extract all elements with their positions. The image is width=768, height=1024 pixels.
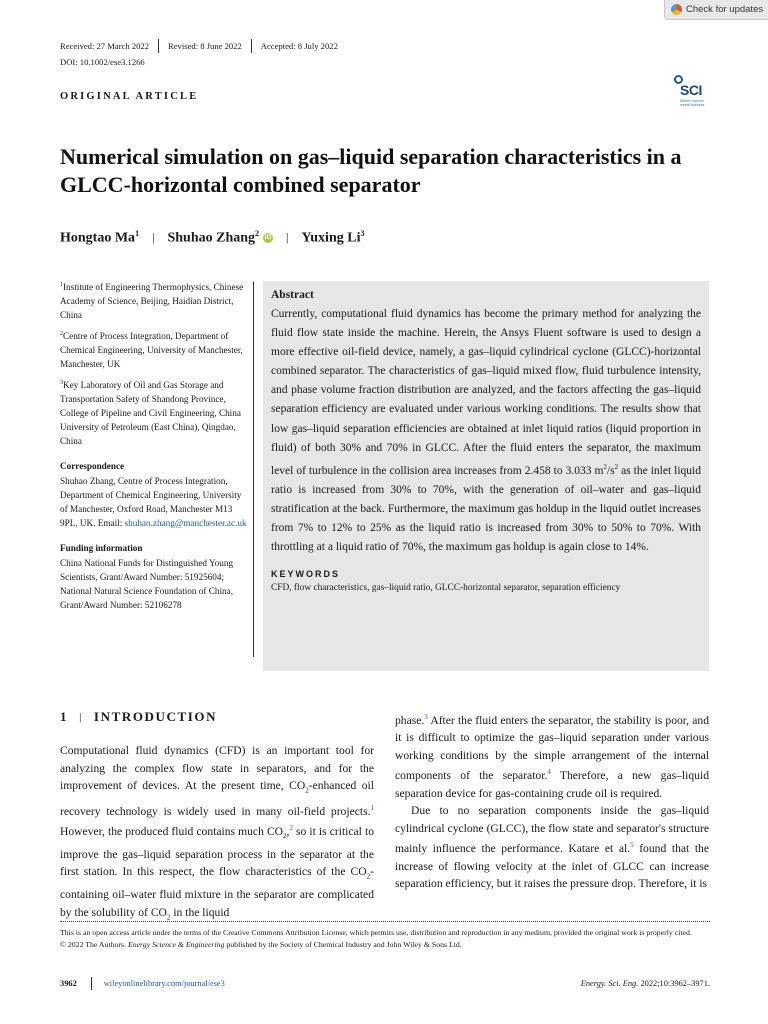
funding-text: China National Funds for Distinguished Young Scientists, Grant/Award Number: 51925604; National Natural Science Foundation of China, Grant/Award Number: 52106278 xyxy=(60,558,234,611)
reference-link[interactable]: 3 xyxy=(424,713,428,721)
check-for-updates-label: Check for updates xyxy=(686,4,764,15)
affiliation: $^1$Institute of Engineering Thermophysics, Chinese Academy of Science, Beijing, Haidian District, China xyxy=(60,282,244,321)
reference-link[interactable]: 2 xyxy=(289,824,293,833)
funding-heading: Funding information xyxy=(60,543,143,554)
keywords-heading: KEYWORDS xyxy=(271,569,341,580)
section-number: 1 xyxy=(60,709,69,724)
divider xyxy=(91,977,92,990)
article-type: ORIGINAL ARTICLE xyxy=(60,91,199,102)
dotted-divider xyxy=(60,921,710,922)
affiliation: $^3$Key Laboratory of Oil and Gas Storage and Transportation Safety of Shandong Province, College of Pipeline and Civil Engineering, China University of Petroleum (East China), Qingdao, China xyxy=(60,380,241,447)
page-footer xyxy=(60,977,710,990)
article-title: Numerical simulation on gas–liquid separation characteristics in a GLCC-horizontal combined separator xyxy=(60,144,682,197)
body-text-left-column: Computational fluid dynamics (CFD) is an important tool for analyzing the complex flow state in separators, and for the improvement of devices. At the present time, $CO_2$-enhanced oil recovery technology is widely used in many oil-field projects.$^1$ However, the produced fluid contains much $CO_2,^2$ so it is critical to improve the gas–liquid separation process in the separator at the first station. In this respect, the flow characteristics of the $CO_2$-containing oil–water fluid mixture in the separator are complicated by the solubility of $CO_2$ in the liquid xyxy=(60,744,374,921)
sci-logo xyxy=(672,75,714,111)
citation: Energy. Sci. Eng. 2022;10:3962–3971. xyxy=(580,979,710,988)
abstract-heading: Abstract xyxy=(271,289,314,301)
doi[interactable]: DOI: 10.1002/ese3.1266 xyxy=(60,57,145,67)
author-name[interactable]: Shuhao Zhang$^2$ xyxy=(167,229,260,246)
body-text-right-column: phase.$^3$ After the fluid enters the separator, the stability is poor, and it is difficult to optimize the gas–liquid separation under various working conditions by the simple arrangement of the internal components of the separator.$^4$ Therefore, a new gas–liquid separation device for gas-containing crude oil is required. Due to no separation components inside the gas–liquid cylindrical cyclone (GLCC), the flow state and separator's structure mainly influence the performance. Katare et al.$^5$ found that the increase of flowing velocity at the inlet of GLCC can increase separation efficiency, but it raises the pressure drop. Therefore, it is xyxy=(395,709,709,893)
author-separator: | xyxy=(286,230,289,245)
keywords-text: CFD, flow characteristics, gas–liquid ratio, GLCC-horizontal separator, separation efficiency xyxy=(271,583,621,594)
reference-link[interactable]: 1 xyxy=(370,803,374,812)
paragraph: Due to no separation components inside the gas–liquid cylindrical cyclone (GLCC), the flow state and separator's structure mainly influence the performance. Katare et al.$^5$ found that the increase of flowing velocity at the inlet of GLCC can increase separation efficiency, but it raises the pressure drop. Therefore, it is xyxy=(395,804,709,891)
revised-date: Revised: 8 June 2022 xyxy=(168,41,242,51)
accepted-date: Accepted: 8 July 2022 xyxy=(260,41,338,51)
reference-link[interactable]: 5 xyxy=(630,841,634,850)
affiliation: $^2$Centre of Process Integration, Department of Chemical Engineering, University of Manchester, Manchester, UK xyxy=(60,331,243,370)
reference-link[interactable]: 4 xyxy=(547,768,551,777)
email-link[interactable]: shuhao.zhang@manchester.ac.uk xyxy=(124,518,247,529)
author-name[interactable]: Yuxing Li$^3$ xyxy=(301,229,365,246)
article-dates xyxy=(60,39,338,53)
received-date: Received: 27 March 2022 xyxy=(60,41,150,51)
divider xyxy=(251,39,252,53)
logo-text: SCI xyxy=(680,82,702,98)
section-heading xyxy=(60,709,217,725)
check-for-updates-badge[interactable] xyxy=(664,0,768,20)
crossmark-icon xyxy=(671,4,682,15)
orcid-icon[interactable]: iD xyxy=(264,234,272,242)
author-list xyxy=(60,229,364,247)
correspondence-text: Shuhao Zhang, Centre of Process Integration, Department of Chemical Engineering, University of Manchester, Oxford Road, Manchester M13 9PL, UK. Email: shuhao.zhang@manchester.ac.uk xyxy=(60,476,247,529)
license-note: This is an open access article under the terms of the Creative Commons Attribution License, which permits use, distribution and reproduction in any medium, provided the original work is properly cited. © 2022 The Authors. Energy Science & Engineering published by the Society of Chemical Industry and John Wiley & Sons Ltd. xyxy=(60,928,692,950)
journal-url-link[interactable]: wileyonlinelibrary.com/journal/ese3 xyxy=(103,979,225,988)
author-info-column xyxy=(60,278,250,617)
page-number: 3962 xyxy=(60,979,77,988)
column-divider xyxy=(253,282,254,657)
author-name[interactable]: Hongtao Ma$^1$ xyxy=(60,229,140,246)
section-separator: | xyxy=(79,711,83,723)
abstract-box xyxy=(263,281,709,671)
correspondence-heading: Correspondence xyxy=(60,461,125,472)
abstract-text: Currently, computational fluid dynamics has become the primary method for analyzing the fluid flow state inside the machine. Herein, the Ansys Fluent software is used to design a more effective oil-field device, namely, a gas–liquid cylindrical cyclone (GLCC)-horizontal combined separator. The characteristics of gas–liquid mixed flow, fluid turbulence intensity, and phase volume fraction distribution are analyzed, and the factors affecting the gas–liquid separation efficiency are evaluated under various working conditions. The results show that low gas–liquid separation efficiencies are obtained at inlet liquid ratios (liquid proportion in fluid) of both 30% and 70% in GLCC. After the fluid enters the separator, the maximum level of turbulence in the collision area increases from 2.458 to 3.033 $m^2/s^2$ as the inlet liquid ratio is increased from 30% to 70%, with the generation of oil–water and gas–liquid stratification at the back. Furthermore, the maximum gas holdup in the liquid outlet increases from 7% to 12% to 25% as the liquid ratio is increased from 30% to 50% to 70%. With throttling at a liquid ratio of 70%, the maximum gas holdup is again close to 14%. xyxy=(271,308,701,553)
section-title: INTRODUCTION xyxy=(93,709,218,724)
logo-subtext: Where Science meets business xyxy=(680,99,705,107)
author-separator: | xyxy=(152,230,155,245)
divider xyxy=(158,39,159,53)
